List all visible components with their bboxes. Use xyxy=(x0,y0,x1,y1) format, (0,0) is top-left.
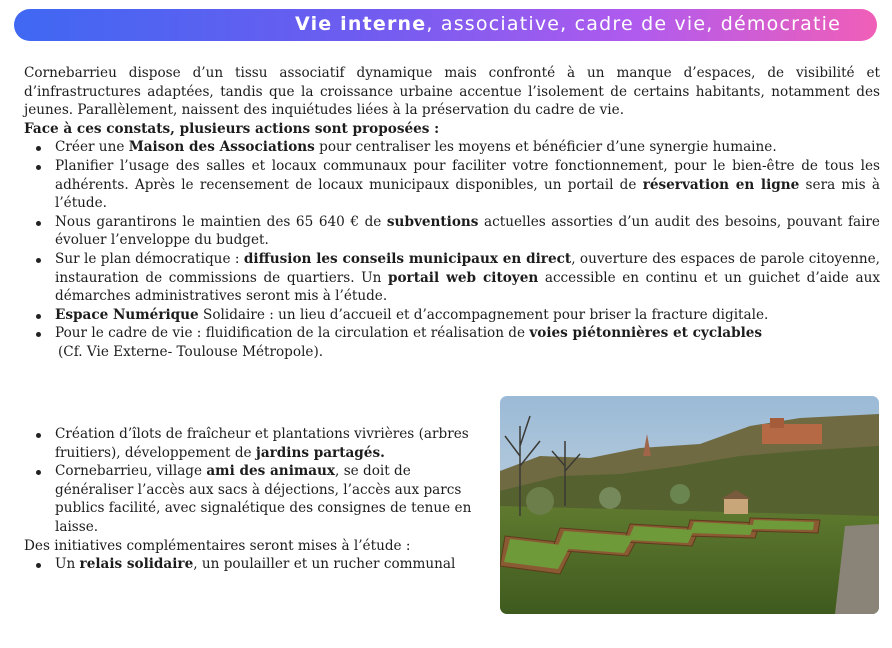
list-item: Pour le cadre de vie : fluidification de la circulation et réalisation de voies piétonnières et cyclables xyxy=(24,324,880,343)
intro-paragraph: Cornebarrieu dispose d’un tissu associatif dynamique mais confronté à un manque d’espaces, de visibilité et d’infrastructures adaptées, tandis que la croissance urbaine accentue l’isolement de certains habitants, notamment des jeunes. Parallèlement, naissent des inquiétudes liées à la préservation du cadre de vie. xyxy=(24,65,880,119)
page-title xyxy=(295,13,841,35)
title-rest: , associative, cadre de vie, démocratie xyxy=(426,13,841,35)
garden-photo xyxy=(500,396,879,614)
actions-heading: Face à ces constats, plusieurs actions sont proposées : xyxy=(24,120,440,137)
list-item: Sur le plan démocratique : diffusion les conseils municipaux en direct, ouverture des espaces de parole citoyenne, instauration de commissions de quartiers. Un portail web citoyen accessible en continu et un guichet d’aide aux démarches administratives seront mis à l’étude. xyxy=(24,250,880,306)
lower-content xyxy=(24,425,489,574)
main-content xyxy=(24,64,880,362)
initiatives-heading: Des initiatives complémentaires seront mises à l’étude : xyxy=(24,537,411,554)
lower-list xyxy=(24,425,489,537)
list-item: Planifier l’usage des salles et locaux communaux pour faciliter votre fonctionnement, pour le bien-être de tous les adhérents. Après le recensement de locaux municipaux disponibles, un portail de réservation en ligne sera mis à l’étude. xyxy=(24,157,880,213)
list-item: Créer une Maison des Associations pour centraliser les moyens et bénéficier d’une synergie humaine. xyxy=(24,138,880,157)
title-bold: Vie interne xyxy=(295,13,427,35)
list-item: Création d’îlots de fraîcheur et plantations vivrières (arbres fruitiers), développement de jardins partagés. xyxy=(24,425,489,462)
initiatives-list xyxy=(24,555,489,574)
cf-note: (Cf. Vie Externe- Toulouse Métropole). xyxy=(58,343,324,360)
list-item: Nous garantirons le maintien des 65 640 € de subventions actuelles assorties d’un audit des besoins, pouvant faire évoluer l’enveloppe du budget. xyxy=(24,213,880,250)
actions-list xyxy=(24,138,880,343)
list-item: Un relais solidaire, un poulailler et un rucher communal xyxy=(24,555,489,574)
list-item: Cornebarrieu, village ami des animaux, se doit de généraliser l’accès aux sacs à déjections, l’accès aux parcs publics facilité, avec signalétique des consignes de tenue en laisse. xyxy=(24,462,489,536)
list-item: Espace Numérique Solidaire : un lieu d’accueil et d’accompagnement pour briser la fracture digitale. xyxy=(24,306,880,325)
header-banner xyxy=(14,9,877,41)
